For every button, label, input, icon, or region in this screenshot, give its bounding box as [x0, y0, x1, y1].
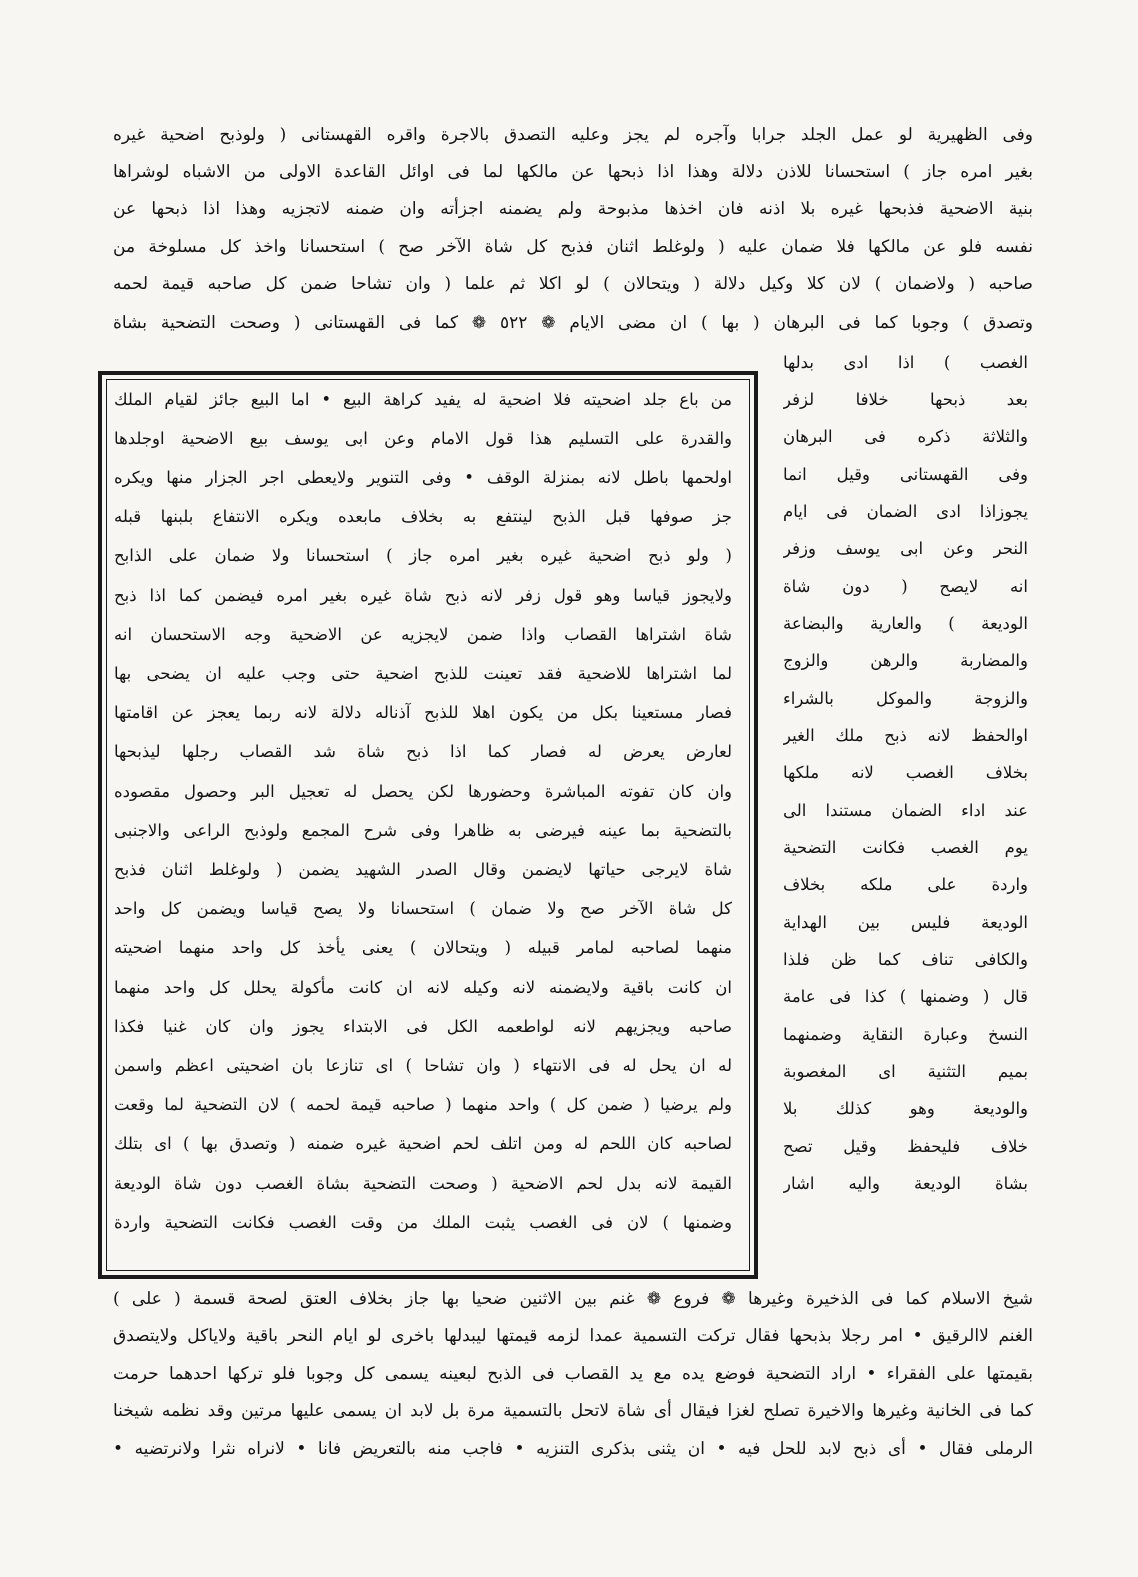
side-line: انه لايصح ( دون شاة — [783, 577, 1028, 596]
side-line: والوديعة وهو كذلك بلا — [783, 1099, 1028, 1118]
box-line: لصاحبه كان اللحم له ومن اتلف لحم اضحية غيره ضمنه ( وتصدق بها ) اى بتلك — [114, 1134, 732, 1153]
side-line: خلاف فليحفظ وقيل تصح — [783, 1137, 1028, 1156]
side-line: النحر وعن ابى يوسف وزفر — [783, 539, 1028, 558]
side-line: الغصب ) اذا ادى بدلها — [783, 353, 1028, 372]
box-line: منهما لصاحبه لمامر قبيله ( ويتحالان ) يعنى يأخذ كل واحد منهما اضحيته — [114, 938, 732, 957]
bottom-line: الرملى فقال • أى ذبح لابد للحل فيه • ان يثنى بذكرى التنزيه • فاجب منه بالتعريض فانا • لانراه نثرا ولانرتضيه • — [113, 1439, 1033, 1459]
box-line: لما اشتراها للاضحية فقد تعينت للذبح اضحية حتى وجب عليه ان يضحى بها — [114, 664, 732, 683]
box-line: من باع جلد اضحيته فلا اضحية له يفيد كراهة البيع • اما البيع جائز لقيام الملك — [114, 390, 732, 409]
box-line: ولم يرضيا ( ضمن كل ) واحد منهما ( صاحبه قيمة لحمه ) لان التضحية لما وقعت — [114, 1095, 732, 1114]
box-line: بالتضحية بما عينه فيرضى به ظاهرا وفى شرح المجمع ولوذبح الراعى والاجنبى — [114, 821, 732, 840]
box-line: جز صوفها قبل الذبح لينتفع به بخلاف مابعده ويكره الانتفاع بلبنها قبله — [114, 507, 732, 526]
top-line: صاحبه ( ولاضمان ) لان كلا وكيل دلالة ( ويتحالان ) لو اكلا ثم علما ( وان تشاحا ضمن كل صاحبه قيمة لحمه — [113, 274, 1033, 294]
top-line: بنية الاضحية فذبحها غيره بلا اذنه فان اخذها مذبوحة ولم يضمنه اجزأته وان ضمنه لاتجزيه وهذا اذا ذبحها عن — [113, 199, 1033, 219]
side-line: والزوجة والموكل بالشراء — [783, 689, 1028, 708]
box-line: شاة لايرجى حياتها لايضمن وقال الصدر الشهيد يضمن ( ولوغلط اثنان فذبح — [114, 860, 732, 879]
side-line: يجوزاذا ادى الضمان فى ايام — [783, 502, 1028, 521]
side-line: بخلاف الغصب لانه ملكها — [783, 763, 1028, 782]
side-line: والمضاربة والرهن والزوج — [783, 651, 1028, 670]
top-line: وفى الظهيرية لو عمل الجلد جرابا وآجره لم يجز وعليه التصدق بالاجرة واقره القهستانى ( ولوذبح اضحية غيره — [113, 125, 1033, 145]
side-line: قال ( وضمنها ) كذا فى عامة — [783, 987, 1028, 1006]
side-line: واردة على ملكه بخلاف — [783, 875, 1028, 894]
box-line: لعارض يعرض له فصار كما اذا ذبح شاة شد القصاب رجلها ليذبحها — [114, 742, 732, 761]
side-line: النسخ وعبارة النقاية وضمنهما — [783, 1025, 1028, 1044]
side-line: اوالحفظ لانه ذبح ملك الغير — [783, 726, 1028, 745]
box-line: له ان يحل له فى الانتهاء ( وان تشاحا ) اى تنازعا بان اضحيتى اعظم واسمن — [114, 1056, 732, 1075]
bottom-line: شيخ الاسلام كما فى الذخيرة وغيرها ❁ فروع ❁ غنم بين الاثنين ضحيا بها جاز بخلاف العتق لصحة قسمة ( على ) — [113, 1289, 1033, 1309]
side-line: بعد ذبحها خلافا لزفر — [783, 390, 1028, 409]
side-line: والثلاثة ذكره فى البرهان — [783, 427, 1028, 446]
box-line: وان كان تفوته المباشرة وحضورها لكن يحصل له تعجيل البر وحصول مقصوده — [114, 782, 732, 801]
side-line: والكافى تناف كما ظن فلذا — [783, 950, 1028, 969]
box-line: القيمة لانه بدل لحم الاضحية ( وصحت التضحية بشاة الغصب دون شاة الوديعة — [114, 1174, 732, 1193]
top-line: بغير امره جاز ) استحسانا للاذن دلالة وهذا اذا ذبحها عن مالكها لما فى اوائل القاعدة الاولى من الاشباه لوشراها — [113, 162, 1033, 182]
side-line: بميم التثنية اى المغصوبة — [783, 1062, 1028, 1081]
side-line: الوديعة ) والعارية والبضاعة — [783, 614, 1028, 633]
top-line: وتصدق ) وجوبا كما فى البرهان ( بها ) ان مضى الايام ❁ ٥٢٢ ❁ كما فى القهستانى ( وصحت التضحية بشاة — [113, 313, 1033, 333]
bottom-line: الغنم لاالرقيق • امر رجلا بذبحها فقال تركت التسمية عمدا لزمه قيمتها ليبدلها باخرى لو ايام النحر باقية ولاياكل ولايتصدق — [113, 1326, 1033, 1346]
bottom-line: كما فى الخانية وغيرها والاخيرة تصلح لغزا فيقال أى شاة لاتحل بالتسمية مرة بل لابد ان يسمى عليها مرتين وقد نظمه شيخنا — [113, 1401, 1033, 1421]
box-line: ( ولو ذبح اضحية غيره بغير امره جاز ) استحسانا ولا ضمان على الذابح — [114, 546, 732, 565]
side-line: وفى القهستانى وقيل انما — [783, 465, 1028, 484]
side-line: يوم الغصب فكانت التضحية — [783, 838, 1028, 857]
box-line: صاحبه ويجزيهم لانه لواطعمه الكل فى الابتداء يجوز وان كان غنيا فكذا — [114, 1017, 732, 1036]
box-line: فصار مستعينا بكل من يكون اهلا للذبح آذناله دلالة لانه ربما يعجز عن اقامتها — [114, 703, 732, 722]
box-line: كل شاة الآخر صح ولا ضمان ) استحسانا ولا يصح قياسا ويضمن كل واحد — [114, 899, 732, 918]
box-line: ان كانت باقية ولايضمنه لانه وكيله لانه ان كانت مأكولة يحلل كل واحد منهما — [114, 978, 732, 997]
side-line: الوديعة فليس بين الهداية — [783, 913, 1028, 932]
box-line: والقدرة على التسليم هذا قول الامام وعن ابى يوسف بيع الاضحية اوجلدها — [114, 429, 732, 448]
top-line: نفسه فلو عن مالكها فلا ضمان عليه ( ولوغلط اثنان فذبح كل شاة الآخر صح ) استحسانا واخذ كل مسلوخة من — [113, 237, 1033, 257]
side-line: بشاة الوديعة واليه اشار — [783, 1174, 1028, 1193]
framed-commentary-box — [98, 371, 758, 1279]
bottom-line: بقيمتها على الفقراء • اراد التضحية فوضع يده مع يد القصاب فى الذبح لبعينه يسمى كل وجوبا فلو تركها احدهما حرمت — [113, 1364, 1033, 1384]
side-line: عند اداء الضمان مستندا الى — [783, 801, 1028, 820]
box-line: ولايجوز قياسا وهو قول زفر لانه ذبح شاة غيره بغير امره فيضمن كما اذا ذبح — [114, 586, 732, 605]
box-line: شاة اشتراها القصاب واذا ضمن لايجزيه عن الاضحية وجه الاستحسان انه — [114, 625, 732, 644]
box-line: وضمنها ) لان فى الغصب يثبت الملك من وقت الغصب فكانت التضحية واردة — [114, 1213, 732, 1232]
box-line: اولحمها باطل لانه بمنزلة الوقف • وفى التنوير ولايعطى اجر الجزار منها ويكره — [114, 468, 732, 487]
